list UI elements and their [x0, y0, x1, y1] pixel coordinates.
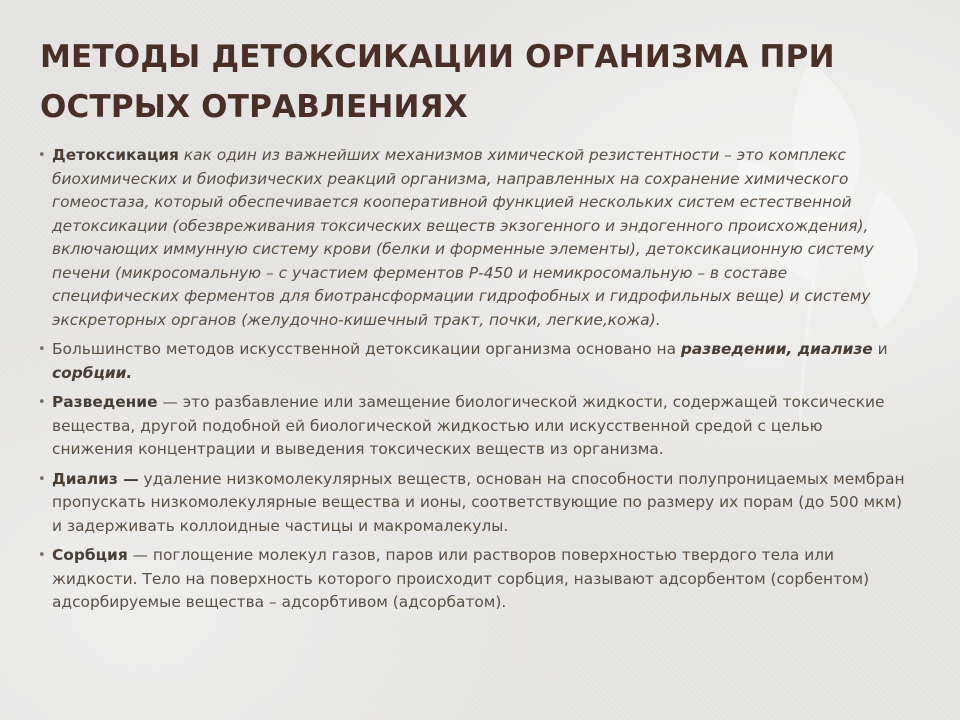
methods-emphasis-2: сорбции. [52, 363, 133, 382]
term-detoxication: Детоксикация [52, 146, 179, 164]
bullet-dialysis [38, 468, 908, 539]
page-title: МЕТОДЫ ДЕТОКСИКАЦИИ ОРГАНИЗМА ПРИ ОСТРЫХ ОТРАВЛЕНИЯХ [40, 39, 835, 125]
bullet-methods [38, 338, 908, 385]
methods-emphasis-1: разведении, диализе [680, 340, 873, 358]
term-dilution: Разведение [52, 393, 158, 411]
term-dialysis: Диализ — [52, 469, 139, 488]
bullet-dilution [38, 391, 908, 462]
bullet-sorption [38, 544, 908, 615]
detoxication-text: как один из важнейших механизмов химической резистентности – это комплекс биохимических и биофизических реакций организма, направленных на сохранение химического гомеостаза, который обеспечивается кооперативной функцией нескольких систем естественной детоксикации (обезвреживания токсических веществ экзогенного и эндогенного происхождения), включающих иммунную систему крови (белки и форменные элементы), детоксикационную систему печени (микросомальную – с участием ферментов Р-450 и немикросомальную – в составе специфических ферментов для биотрансформации гидрофобных и гидрофильных веще) и систему экскреторных органов (желудочно-кишечный тракт, почки, легкие,кожа). [52, 146, 874, 329]
dilution-text: — это разбавление или замещение биологической жидкости, содержащей токсические вещества, другой подобной ей биологической жидкостью или искусственной средой с целью снижения концентрации и выведения токсических веществ из организма. [52, 393, 885, 458]
bullet-list [38, 144, 908, 621]
methods-mid: и [872, 340, 888, 358]
dialysis-text: удаление низкомолекулярных веществ, основан на способности полупроницаемых мембран пропускать низкомолекулярные вещества и ионы, соответствующие по размеру их порам (до 500 мкм) и задерживать коллоидные частицы и макромалекулы. [52, 469, 905, 535]
bullet-detoxication [38, 144, 908, 332]
sorption-text: — поглощение молекул газов, паров или растворов поверхностью твердого тела или жидкости. Тело на поверхность которого происходит сорбция, называют адсорбентом (сорбентом) адсорбируемые вещества – адсорбтивом (адсорбатом). [52, 546, 870, 611]
methods-text: Большинство методов искусственной детоксикации организма основано на [52, 340, 681, 358]
term-sorption: Сорбция [52, 546, 128, 564]
